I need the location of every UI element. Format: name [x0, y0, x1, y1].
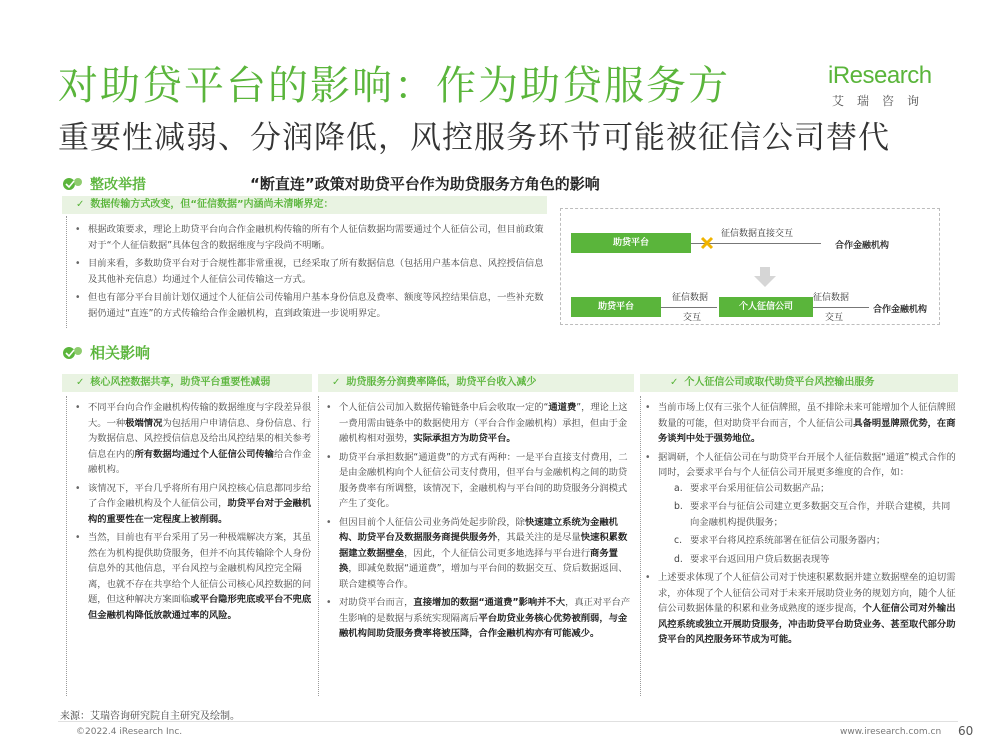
impact-bar-2	[318, 374, 634, 392]
list-item: • 对助贷平台而言，直接增加的数据“通道费”影响并不大，真正对平台产生影响的是数据与系统实现隔离后平台助贷业务核心优势被削弱，与金融机构间助贷服务费率将被压降，合作金融机构亦有可能减少。	[323, 595, 631, 642]
list-item: • 当然，目前也有平台采用了另一种极端解决方案，其虽然在为机构提供助贷服务，但并不向其传输除个人身份信息外的其他信息，平台风控与金融机构风控完全隔离，也就不存在共享给个人征信公司核心风控数据的问题，但这种解决方案面临或平台隐形兜底或平台不兜底但金融机构降低放款通过率的风险。	[72, 530, 312, 623]
impact-list-2	[323, 400, 631, 645]
check-icon: ✓	[76, 377, 85, 388]
box-credit-company: 个人征信公司	[719, 297, 813, 317]
list-item: • 但因目前个人征信公司业务尚处起步阶段，除快速建立系统为金融机构、助贷平台及数据服务商提供服务外，其最关注的是尽量快速积累数据建立数据壁垒，因此，个人征信公司更多地选择与平台进行商务置换，即减免数据“通道费”，增加与平台间的数据交互、贷后数据返回、联合建模等合作。	[323, 515, 631, 593]
page-number: 60	[958, 724, 974, 738]
check-icon: ✓	[76, 199, 85, 210]
divider	[318, 396, 319, 696]
section-reform-title: 整改举措	[90, 177, 146, 193]
list-item: • 该情况下，平台几乎将所有用户风控核心信息都同步给了合作金融机构及个人征信公司，助贷平台对于金融机构的重要性在一定程度上被削弱。	[72, 481, 312, 528]
reform-bar-label: 数据传输方式改变，但“征信数据”内涵尚未清晰界定：	[90, 199, 334, 210]
list-item: • 根据政策要求，理论上助贷平台向合作金融机构传输的所有个人征信数据均需要通过个人征信公司，但目前政策对于“个人征信数据”具体包含的数据维度与字段尚不明晰。	[72, 222, 552, 253]
link-left-label-2: 交互	[683, 313, 702, 323]
impact-bar-1-label: 核心风控数据共享，助贷平台重要性减弱	[90, 377, 271, 388]
list-item: a. 要求平台采用征信公司数据产品；	[674, 482, 830, 494]
iresearch-logo	[828, 62, 948, 109]
section-reform-heading	[62, 174, 146, 194]
diagram-title: “断直连”政策对助贷平台作为助贷服务方角色的影响	[250, 175, 600, 193]
flow-diagram	[560, 208, 940, 325]
rocket-icon	[62, 344, 84, 362]
list-item: • 据调研，个人征信公司在与助贷平台开展个人征信数据“通道”模式合作的同时，会要求平台与个人征信公司开展更多维度的合作，如： a. 要求平台采用征信公司数据产品； b. 要求平台与征信公司建立更多数据交互合作，并联合建模，共同向金融机构提供服务； c. 要求平台将风控系统部署在征信公司服务器内； d. 要求平台返回用户贷后数据表现等	[642, 450, 958, 568]
list-item: • 个人征信公司加入数据传输链条中后会收取一定的“通道费”，理论上这一费用需由链条中的数据使用方（平台合作金融机构）承担，但由于金融机构相对强势，实际承担方为助贷平台。	[323, 400, 631, 447]
section-impact-heading	[62, 342, 150, 363]
page-title: 对助贷平台的影响：作为助贷服务方	[58, 63, 730, 109]
check-icon: ✓	[670, 377, 679, 388]
divider	[66, 396, 67, 696]
box-bank-bottom: 合作金融机构	[873, 305, 928, 315]
reform-bar	[62, 196, 547, 214]
reform-list	[72, 222, 552, 324]
source-note: 来源：艾瑞咨询研究院自主研究及绘制。	[60, 711, 240, 722]
sub-list	[658, 481, 958, 568]
list-item: • 目前来看，多数助贷平台对于合规性都非常重视，已经采取了所有数据信息（包括用户基本信息、风控授信信息及其他补充信息）均通过个人征信公司传输这一方式。	[72, 256, 552, 287]
list-item: d. 要求平台返回用户贷后数据表现等	[674, 553, 830, 565]
impact-list-1	[72, 400, 312, 626]
box-bank-top: 合作金融机构	[835, 241, 890, 251]
logo-cn: 艾瑞咨询	[832, 94, 933, 108]
link-right-label-2: 交互	[825, 313, 844, 323]
impact-bar-1	[62, 374, 312, 392]
list-item: • 不同平台向合作金融机构传输的数据维度与字段差异很大。一种极端情况为包括用户申请信息、身份信息、行为数据信息、风控授信信息及给出风控结果的相关参考信息在内的所有数据均通过个人征信公司传输给合作金融机构。	[72, 400, 312, 478]
list-item: • 当前市场上仅有三张个人征信牌照，虽不排除未来可能增加个人征信牌照数量的可能，但对助贷平台而言，个人征信公司具备明显牌照优势，在商务谈判中处于强势地位。	[642, 400, 958, 447]
divider	[66, 216, 67, 328]
section-impact-title: 相关影响	[90, 344, 151, 362]
logo-word: iResearch	[828, 62, 932, 89]
divider	[640, 396, 641, 696]
footer-divider	[58, 721, 958, 722]
list-item: • 上述要求体现了个人征信公司对于快速积累数据并建立数据壁垒的迫切需求，亦体现了个人征信公司对于未来开展助贷业务的规划方向，随个人征信公司数据体量的积累和业务成熟度的逐步提高，个人征信公司对外输出风控系统或独立开展助贷服务，冲击助贷平台助贷业务、甚至取代部分助贷平台的风控服务环节成为可能。	[642, 570, 958, 648]
direct-exchange-label: 征信数据直接交互	[721, 229, 794, 239]
list-item: c. 要求平台将风控系统部署在征信公司服务器内；	[674, 535, 886, 546]
connector-line	[661, 307, 717, 308]
link-right-label-1: 征信数据	[813, 293, 850, 303]
impact-bar-2-label: 助贷服务分润费率降低，助贷平台收入减少	[346, 377, 537, 388]
list-item: • 助贷平台承担数据“通道费”的方式有两种：一是平台直接支付费用，二是由金融机构向个人征信公司支付费用，但平台与金融机构之间的助贷服务费率有所调整，该情况下，金融机构与平台间的助贷服务分润模式产生了变化。	[323, 450, 631, 512]
box-platform-top: 助贷平台	[571, 233, 691, 253]
impact-bar-3-label: 个人征信公司或取代助贷平台风控输出服务	[684, 377, 875, 388]
connector-line	[813, 307, 869, 308]
list-item: • 但也有部分平台目前计划仅通过个人征信公司传输用户基本身份信息及费率、额度等风控结果信息，一些补充数据仍通过“直连”的方式传输给合作金融机构，直到政策进一步说明界定。	[72, 290, 552, 321]
impact-bar-3	[640, 374, 958, 392]
box-platform-bottom: 助贷平台	[571, 297, 661, 317]
website-link[interactable]: www.iresearch.com.cn	[840, 727, 942, 737]
check-icon: ✓	[332, 377, 341, 388]
page-subtitle: 重要性减弱、分润降低，风控服务环节可能被征信公司替代	[58, 120, 890, 156]
link-left-label-1: 征信数据	[672, 293, 709, 303]
arrow-down-icon	[754, 267, 776, 287]
impact-list-3	[642, 400, 958, 651]
copyright: ©2022.4 iResearch Inc.	[76, 727, 183, 737]
list-item: b. 要求平台与征信公司建立更多数据交互合作，并联合建模，共同向金融机构提供服务；	[674, 501, 951, 528]
cross-icon	[700, 236, 714, 250]
rocket-icon	[62, 175, 84, 193]
